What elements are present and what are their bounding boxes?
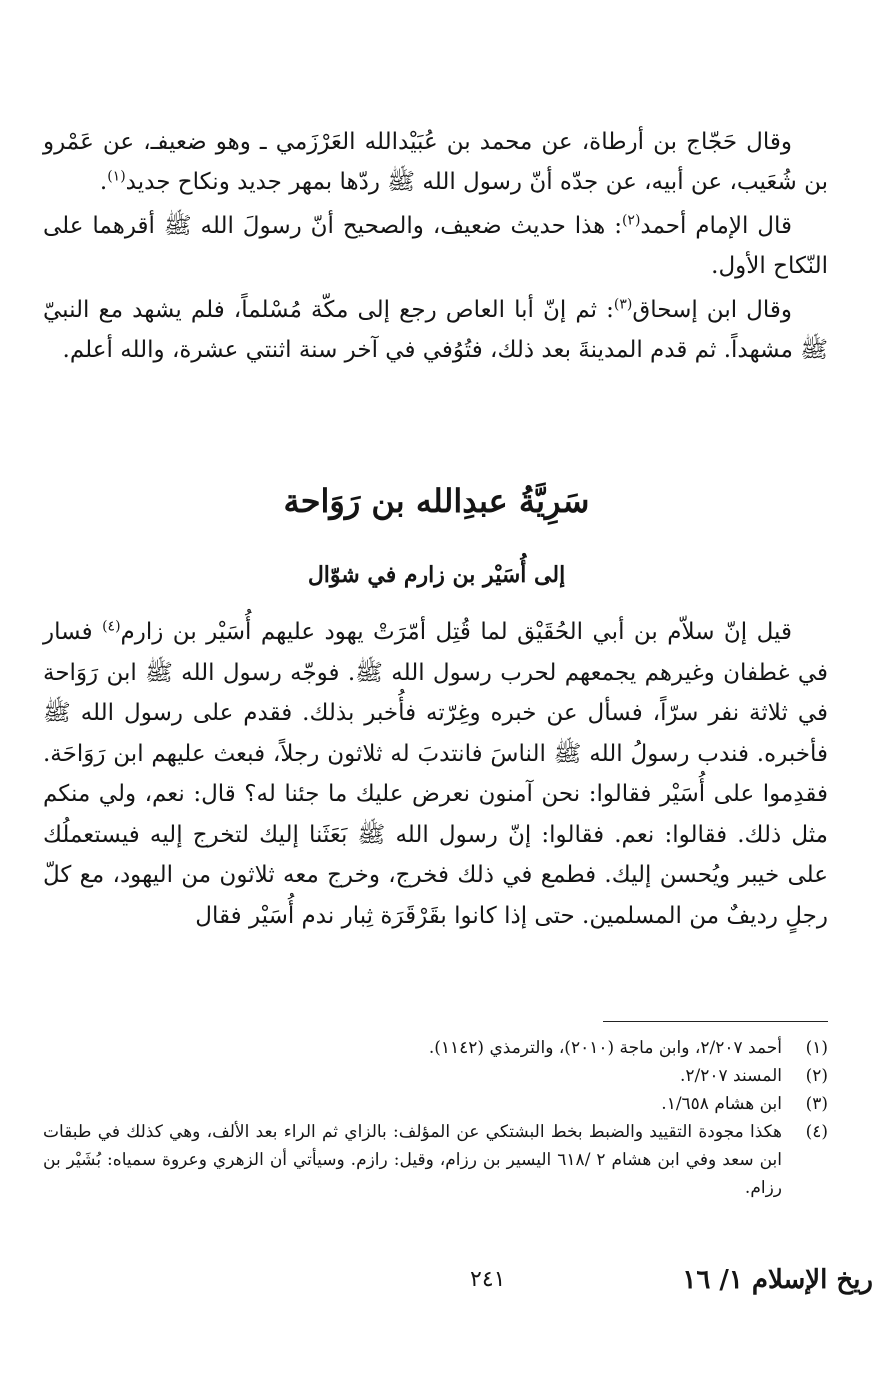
footnote-item [43,1062,828,1090]
page-number: ٢٤١ [470,1267,506,1292]
footnote-text: أحمد ٢/٢٠٧، وابن ماجة (٢٠١٠)، والترمذي (١١٤٢). [428,1038,782,1058]
paragraph-hajjaj [43,122,828,202]
paragraph-text-end: فسار في غطفان وغيرهم يجمعهم لحرب رسول الله ﷺ. فوجّه رسول الله ﷺ ابن رَوَاحة في ثلاثة نفر سرّاً، فسأل عن خبره وغِرّته فأُخبر بذلك. فقدم على رسول الله ﷺ فأخبره. فندب رسولُ الله ﷺ الناسَ فانتدبَ له ثلاثون رجلاً، فبعث عليهم ابن رَوَاحَة. فقدِموا على أُسَيْر فقالوا: نحن آمنون نعرض عليك ما جئنا له؟ قال: نعم، ولي منكم مثل ذلك. فقالوا: نعم. فقالوا: إنّ رسول الله ﷺ بَعَثَنا إليك لتخرج إليه فيستعملُك على خيبر ويُحسن إليك. فطمع في ذلك فخرج، وخرج معه ثلاثون من اليهود، مع كلّ رجلٍ رديفٌ من المسلمين. حتى إذا كانوا بقَرْقَرَة ثِبار ندم أُسَيْر فقال [43,619,828,929]
footnote-ref-1[interactable]: (١) [107,168,126,185]
section-title: سَرِيَّةُ عبدِالله بن رَوَاحة [283,482,590,520]
footnote-text: ابن هشام ١/٦٥٨. [661,1094,782,1114]
paragraph-expedition [43,612,828,936]
running-title: ريخ الإسلام ١/ ١٦ [682,1265,873,1295]
paragraph-text-end: : ثم إنّ أبا العاص رجع إلى مكّة مُسْلماً، فلم يشهد مع النبيّ ﷺ مشهداً. ثم قدم المدينةَ بعد ذلك، فتُوُفي في آخر سنة اثنتي عشرة، والله أعلم. [43,297,828,363]
footnote-ref-4[interactable]: (٤) [102,618,121,635]
footnotes-list [43,1034,828,1202]
paragraph-imam-ahmad [43,206,828,286]
footnote-ref-2[interactable]: (٢) [621,212,641,229]
footnote-text: هكذا مجودة التقييد والضبط بخط البشتكي عن المؤلف: بالزاي ثم الراء بعد الألف، وهي كذلك في طبقات ابن سعد وفي ابن هشام ٢ /٦١٨ اليسير بن رزام، وقيل: رازم. وسيأتي أن الزهري وعروة سمياه: بُشَيْر بن رزام. [43,1122,782,1198]
footnote-item [43,1090,828,1118]
footnote-number: (٣) [805,1094,828,1114]
footnote-item [43,1118,828,1202]
footnote-item [43,1034,828,1062]
footnote-number: (٢) [805,1066,828,1086]
section-subtitle: إلى أُسَيْر بن زارم في شوّال [307,562,566,588]
footnote-number: (٤) [805,1122,828,1142]
paragraph-text: قيل إنّ سلاّم بن أبي الحُقَيْق لما قُتِل أمّرَتْ يهود عليهم أُسَيْر بن زارم [120,619,792,645]
footnote-text: المسند ٢/٢٠٧. [679,1066,782,1086]
footnote-ref-3[interactable]: (٣) [613,296,633,313]
footnote-number: (١) [805,1038,828,1058]
paragraph-text-end: : هذا حديث ضعيف، والصحيح أنّ رسولَ الله ﷺ أقرهما على النّكاح الأول. [43,213,828,279]
paragraph-ibn-ishaq [43,290,828,370]
paragraph-text: قال الإمام أحمد [640,213,792,239]
paragraph-text: وقال ابن إسحاق [632,297,793,323]
footnote-divider [603,1021,828,1022]
section-text-block [43,612,828,936]
main-text-block [43,122,828,370]
paragraph-text-end: . [99,169,108,195]
paragraph-text: وقال حَجّاج بن أرطاة، عن محمد بن عُبَيْدالله العَرْزَمي ـ وهو ضعيفـ، عن عَمْرو بن شُعَيب، عن أبيه، عن جدّه أنّ رسول الله ﷺ ردّها بمهر جديد ونكاح جديد [43,129,828,195]
